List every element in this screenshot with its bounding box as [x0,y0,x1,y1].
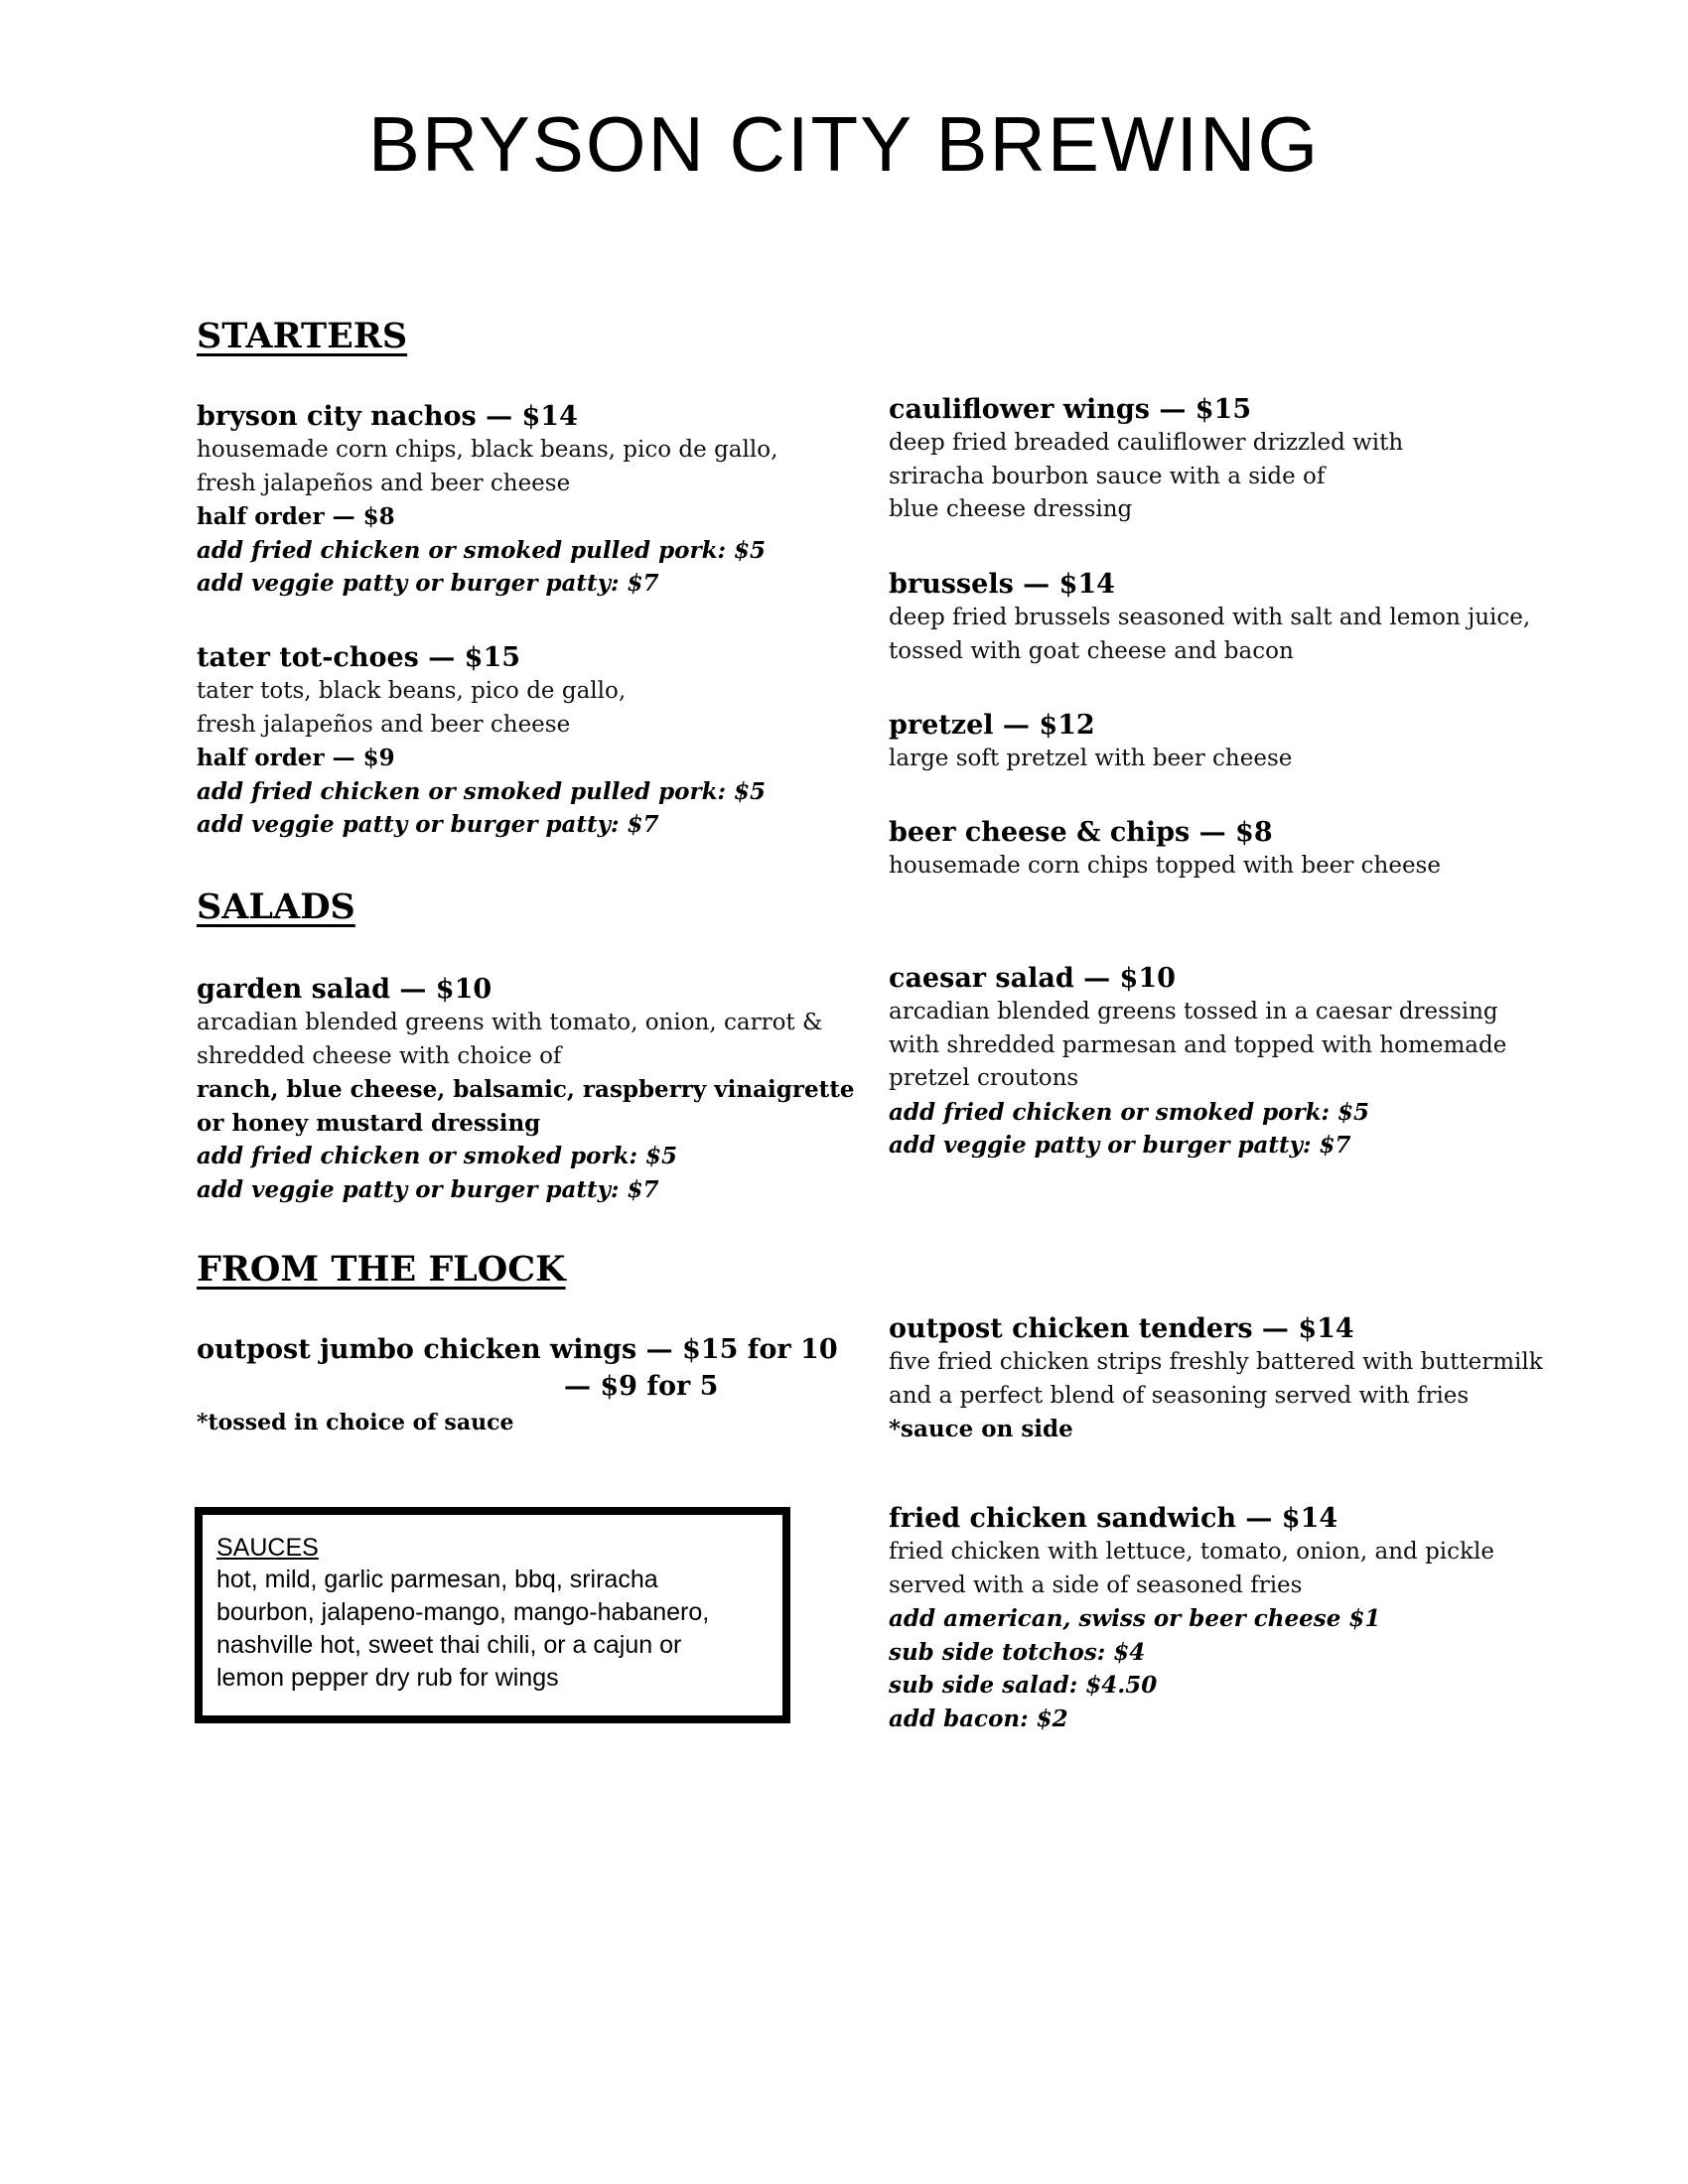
menu-item-totchoes [197,641,832,842]
sauces-heading: SAUCES [216,1534,319,1562]
item-desc: large soft pretzel with beer cheese [889,746,1293,771]
item-addon: add fried chicken or smoked pulled pork: $5 [197,536,767,564]
item-addon: add veggie patty or burger patty: $7 [889,1132,1351,1159]
item-desc: and a perfect blend of seasoning served with fries [889,1382,1470,1409]
item-desc: sriracha bourbon sauce with a side of [889,463,1326,489]
page-title: BRYSON CITY BREWING [367,100,1321,188]
item-addon: sub side salad: $4.50 [889,1672,1158,1699]
item-name: caesar salad — $10 [889,963,1176,994]
item-desc: deep fried breaded cauliflower drizzled with [889,430,1404,456]
item-desc: with shredded parmesan and topped with homemade [889,1031,1507,1058]
section-from-the-flock: FROM THE FLOCK [197,1249,566,1290]
menu-item-beer-cheese-chips [889,816,1524,884]
item-name: brussels — $14 [889,569,1115,600]
item-name: tater tot-choes — $15 [197,642,521,673]
item-note: *tossed in choice of sauce [197,1410,514,1435]
item-desc: fried chicken with lettuce, tomato, onion, and pickle [889,1539,1494,1565]
menu-item-chicken-tenders [889,1312,1543,1446]
item-name: beer cheese & chips — $8 [889,817,1273,848]
item-name: bryson city nachos — $14 [197,401,578,432]
section-salads: SALADS [197,887,355,927]
menu-item-caesar-salad [889,962,1524,1162]
item-desc: arcadian blended greens with tomato, onion, carrot & [197,1010,823,1035]
item-name: outpost chicken tenders — $14 [889,1313,1354,1344]
item-addon: add fried chicken or smoked pork: $5 [197,1143,678,1169]
menu-item-cauliflower-wings [889,393,1524,527]
item-dressing-options: ranch, blue cheese, balsamic, raspberry vinaigrette [197,1076,855,1103]
menu-item-fried-chicken-sandwich [889,1502,1524,1735]
menu-item-brussels [889,568,1531,668]
item-addon: add fried chicken or smoked pork: $5 [889,1098,1370,1126]
sauces-list-line: lemon pepper dry rub for wings [216,1664,559,1692]
item-note: *sauce on side [889,1416,1073,1442]
item-name: outpost jumbo chicken wings — $15 for 10 [197,1334,838,1365]
menu-item-pretzel [889,709,1524,776]
sauces-list-line: nashville hot, sweet thai chili, or a cajun or [216,1631,682,1659]
item-desc: fresh jalapeños and beer cheese [197,711,571,738]
sauces-box [195,1507,790,1723]
item-desc: fresh jalapeños and beer cheese [197,470,571,496]
item-desc: five fried chicken strips freshly battered with buttermilk [889,1349,1543,1375]
item-name: cauliflower wings — $15 [889,394,1252,425]
menu-item-jumbo-chicken-wings [197,1333,838,1440]
item-half-order: half order — $9 [197,745,395,771]
menu-item-garden-salad [197,973,855,1206]
sauces-list-line: bourbon, jalapeno-mango, mango-habanero, [216,1598,710,1626]
item-addon: add bacon: $2 [889,1705,1068,1732]
item-name: pretzel — $12 [889,710,1095,741]
section-starters: STARTERS [197,316,408,356]
item-name: garden salad — $10 [197,974,492,1005]
sauces-list-line: hot, mild, garlic parmesan, bbq, sriracha [216,1566,658,1593]
item-desc: deep fried brussels seasoned with salt and lemon juice, [889,605,1531,630]
item-price-alt: — $9 for 5 [564,1371,719,1402]
item-addon: add veggie patty or burger patty: $7 [197,811,659,838]
item-desc: housemade corn chips, black beans, pico de gallo, [197,437,778,463]
menu-item-nachos [197,400,832,601]
item-addon: add veggie patty or burger patty: $7 [197,570,659,597]
item-addon: sub side totchos: $4 [889,1638,1146,1666]
item-addon: add veggie patty or burger patty: $7 [197,1175,659,1203]
item-desc: tater tots, black beans, pico de gallo, [197,678,627,704]
item-half-order: half order — $8 [197,503,395,530]
item-addon: add fried chicken or smoked pulled pork: $5 [197,777,767,805]
item-desc: arcadian blended greens tossed in a caesar dressing [889,999,1498,1024]
item-dressing-options: or honey mustard dressing [197,1109,541,1137]
item-desc: shredded cheese with choice of [197,1042,562,1069]
item-desc: housemade corn chips topped with beer cheese [889,853,1441,879]
item-desc: served with a side of seasoned fries [889,1571,1303,1598]
item-desc: pretzel croutons [889,1065,1079,1091]
item-name: fried chicken sandwich — $14 [889,1503,1338,1534]
item-addon: add american, swiss or beer cheese $1 [889,1605,1381,1632]
item-desc: tossed with goat cheese and bacon [889,637,1294,664]
item-desc: blue cheese dressing [889,496,1133,522]
